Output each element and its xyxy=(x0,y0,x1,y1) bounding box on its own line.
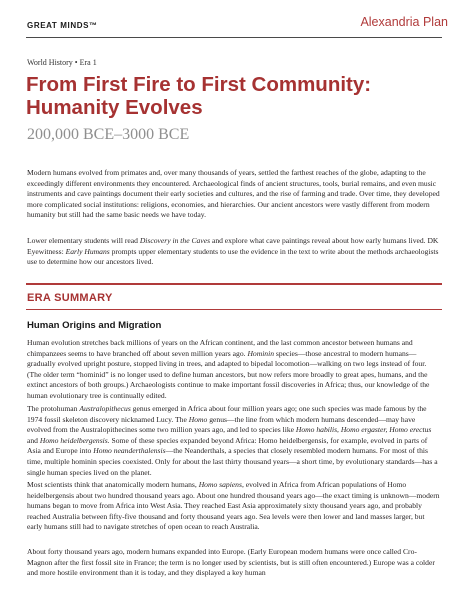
section-heading: ERA SUMMARY xyxy=(27,292,113,304)
page-title xyxy=(26,73,446,119)
text-run: genus emerged in Africa about four million years ago; one such species was made famous by the 1974 fossil skeleton discovery nicknamed Lucy. The xyxy=(27,404,427,424)
text-run: , evolved in Africa from African populations of Homo heidelbergensis about two hundred thousand years ago. About one hundred thousand years ago—the exact timing is unknown—modern humans began to move from Africa into West Asia. They reached East Asia approximately sixty thousand years ago, and probably reached Australia between fifty-five thousand and forty thousand years ago. Sea levels were then lower and land masses larger, but early humans still had to navigate stretches of open ocean to reach Australia. xyxy=(27,480,440,532)
text-run: and xyxy=(27,435,40,445)
term: Australopithecus xyxy=(79,404,131,413)
text-run: Some of these species expanded beyond Africa: Homo heidelbergensis, for example, evolved in parts of Asia and Europe into xyxy=(27,435,428,456)
term: Homo neanderthalensis xyxy=(93,446,166,456)
text-run: species—those ancestral to modern humans—gradually evolved upright posture, stopped living in trees, and adapted to bipedal locomotion—walking on two legs instead of four. (The older term “hominid” is no longer used to define human ancestors, but now refers more broadly to great apes, humans, and the extinct ancestors of both groups.) Archaeologists continue to make important fossil discoveries in Africa; thus, our knowledge of the human evolutionary tree is continually edited. xyxy=(27,348,430,400)
subsection-heading: Human Origins and Migration xyxy=(27,320,162,331)
title-line-1: From First Fire to First Community: xyxy=(26,73,372,96)
date-range: 200,000 BCE–3000 BCE xyxy=(27,126,190,143)
text-run: Human evolution stretches back millions of years on the African continent, and the last common ancestor between humans and chimpanzees seems to have branched off about seven million years ago. xyxy=(27,338,413,358)
term: Homo sapiens xyxy=(198,480,242,489)
text-run: Most scientists think that anatomically modern humans, xyxy=(27,480,199,489)
summary-paragraph-4: About forty thousand years ago, modern humans expanded into Europe. (Early European modern humans were once called Cro-Magnon after the first fossil site in France; the term is no longer used by scientists, but is still often encountered.) Europe was a colder and more hostile environment than it is today, and they displayed a key human xyxy=(27,547,435,578)
book-title: Early Humans xyxy=(65,246,110,256)
header-divider xyxy=(26,37,442,38)
summary-paragraph-3 xyxy=(27,480,441,533)
term: Hominin xyxy=(247,348,275,358)
text-run: and explore what cave paintings reveal about how early humans lived. DK Eyewitness: xyxy=(27,236,439,256)
summary-paragraph-1 xyxy=(27,338,441,402)
text-run: —the Neanderthals, a species that closely resembled modern humans. For most of this time, multiple hominin species coexisted. Only for about the last thirty thousand years—a short time, by evolutionary standards—has a single human species lived on the planet. xyxy=(27,446,438,477)
section-rule-top xyxy=(26,283,442,285)
intro-paragraph-2 xyxy=(27,236,441,268)
text-run: Lower elementary students will read xyxy=(27,236,140,245)
text-run: genus—the line from which modern humans descended—may have evolved from the Australopithecines some two million years ago, and led to species like xyxy=(27,414,416,435)
text-run: The protohuman xyxy=(27,404,80,413)
term: Homo xyxy=(188,414,208,424)
intro-paragraph-1: Modern humans evolved from primates and, over many thousands of years, settled the farthest reaches of the globe, adapting to the exceedingly different environments they encountered. Archaeological finds of ancient structures, tools, burial remains, and even music instruments and cave paintings document their early societies and cultures, and the rise of farming and trade. Over time, they developed more complicated social institutions: religions, economies, and hierarchies. Our ancient ancestors were vastly different from modern humanity but still had the same basic needs we have today. xyxy=(27,168,440,220)
era-kicker: World History • Era 1 xyxy=(27,58,97,67)
title-line-2: Humanity Evolves xyxy=(26,96,203,119)
term: Homo habilis, Homo ergaster, Homo erectus xyxy=(295,425,432,435)
text-run: prompts upper elementary students to use the evidence in the text to write about the methods archaeologists use to determine how our ancestors lived. xyxy=(27,246,439,267)
section-rule-bottom xyxy=(26,309,442,310)
book-title: Discovery in the Caves xyxy=(139,236,211,245)
plan-name: Alexandria Plan xyxy=(360,15,448,29)
publisher-logo: GREAT MINDS™ xyxy=(27,21,98,30)
term: Homo heidelbergensis. xyxy=(39,435,110,445)
summary-paragraph-2 xyxy=(27,404,441,478)
